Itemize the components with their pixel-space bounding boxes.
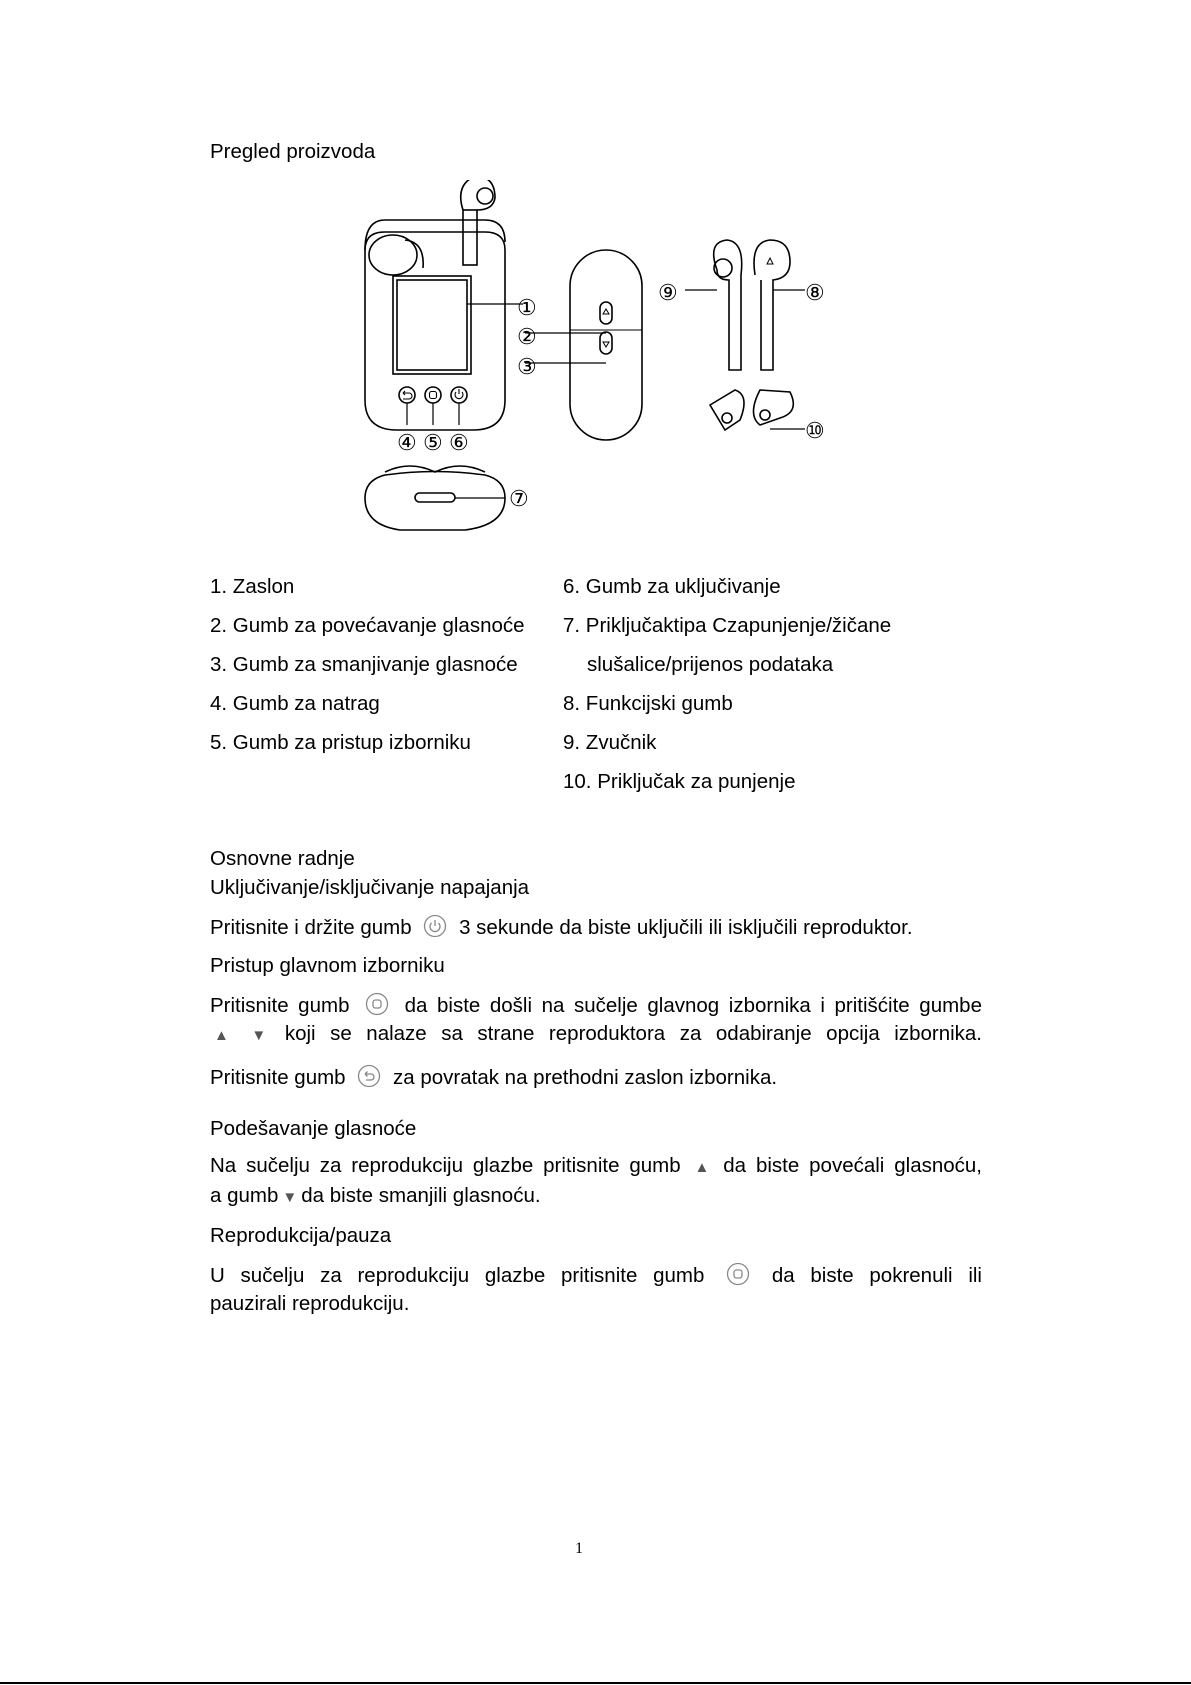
- text: da biste povećali glasnoću,: [723, 1154, 982, 1177]
- paragraph-play-line-2: pauzirali reprodukciju.: [210, 1292, 410, 1315]
- callout-3: ③: [517, 354, 537, 379]
- paragraph-volume-line-1: [210, 1152, 982, 1182]
- back-icon: [357, 1064, 381, 1088]
- callout-2: ②: [517, 324, 537, 349]
- paragraph-volume-line-2: [210, 1184, 541, 1210]
- paragraph-menu-line-2: [210, 1020, 982, 1050]
- text: da biste pokrenuli ili: [771, 1264, 982, 1287]
- part-item: 7. Priključaktipa Czapunjenje/žičane: [563, 614, 892, 637]
- section-heading-basic-operations: Osnovne radnje: [210, 847, 355, 870]
- text: da biste došli na sučelje glavnog izbornika i pritišćite gumbe: [404, 994, 982, 1017]
- part-item-continuation: slušalice/prijenos podataka: [587, 653, 834, 676]
- menu-icon: [365, 992, 389, 1016]
- part-item: 2. Gumb za povećavanje glasnoće: [210, 614, 525, 637]
- part-item: 10. Priključak za punjenje: [563, 770, 796, 793]
- bottom-rule: [0, 1682, 1191, 1684]
- part-item: 5. Gumb za pristup izborniku: [210, 731, 471, 754]
- part-item: 4. Gumb za natrag: [210, 692, 380, 715]
- paragraph-menu-line-1: [210, 992, 982, 1020]
- callout-6: ⑥: [449, 430, 469, 455]
- section-title-product-overview: Pregled proizvoda: [210, 140, 376, 163]
- callout-9: ⑨: [658, 280, 678, 305]
- part-item: 9. Zvučnik: [563, 731, 657, 754]
- paragraph-power: [210, 914, 913, 940]
- subheading-main-menu: Pristup glavnom izborniku: [210, 954, 445, 977]
- down-triangle-icon: ▼: [251, 1027, 267, 1044]
- text: za povratak na prethodni zaslon izbornika.: [393, 1066, 778, 1089]
- page-number: 1: [575, 1540, 583, 1557]
- paragraph-back: [210, 1064, 777, 1090]
- text: U sučelju za reprodukciju glazbe pritisnite gumb: [210, 1264, 705, 1287]
- part-item: 3. Gumb za smanjivanje glasnoće: [210, 653, 518, 676]
- down-triangle-icon: ▼: [282, 1189, 298, 1206]
- paragraph-play-line-1: [210, 1262, 982, 1290]
- section-heading-volume: Podešavanje glasnoće: [210, 1117, 417, 1140]
- up-triangle-icon: ▲: [214, 1027, 229, 1044]
- part-item: 8. Funkcijski gumb: [563, 692, 733, 715]
- power-icon: [423, 914, 447, 938]
- callout-7: ⑦: [509, 486, 529, 511]
- product-diagram: [355, 180, 835, 540]
- text: Na sučelju za reprodukciju glazbe pritisnite gumb: [210, 1154, 681, 1177]
- text: Pritisnite gumb: [210, 1066, 346, 1089]
- text: koji se nalaze sa strane reproduktora za odabiranje opcija izbornika.: [284, 1022, 983, 1045]
- part-item: 1. Zaslon: [210, 575, 295, 598]
- callout-4: ④: [397, 430, 417, 455]
- text: da biste smanjili glasnoću.: [301, 1184, 541, 1207]
- part-item: 6. Gumb za uključivanje: [563, 575, 781, 598]
- text: Pritisnite gumb: [210, 994, 350, 1017]
- callout-10: ⑩: [805, 418, 825, 443]
- subheading-power: Uključivanje/isključivanje napajanja: [210, 876, 530, 899]
- text: 3 sekunde da biste uključili ili isključili reproduktor.: [459, 916, 913, 939]
- callout-1: ①: [517, 295, 537, 320]
- up-triangle-icon: ▲: [694, 1159, 710, 1176]
- callout-8: ⑧: [805, 280, 825, 305]
- callout-5: ⑤: [423, 430, 443, 455]
- text: Pritisnite i držite gumb: [210, 916, 412, 939]
- section-heading-play-pause: Reprodukcija/pauza: [210, 1224, 392, 1247]
- menu-icon: [726, 1262, 750, 1286]
- text: a gumb: [210, 1184, 279, 1207]
